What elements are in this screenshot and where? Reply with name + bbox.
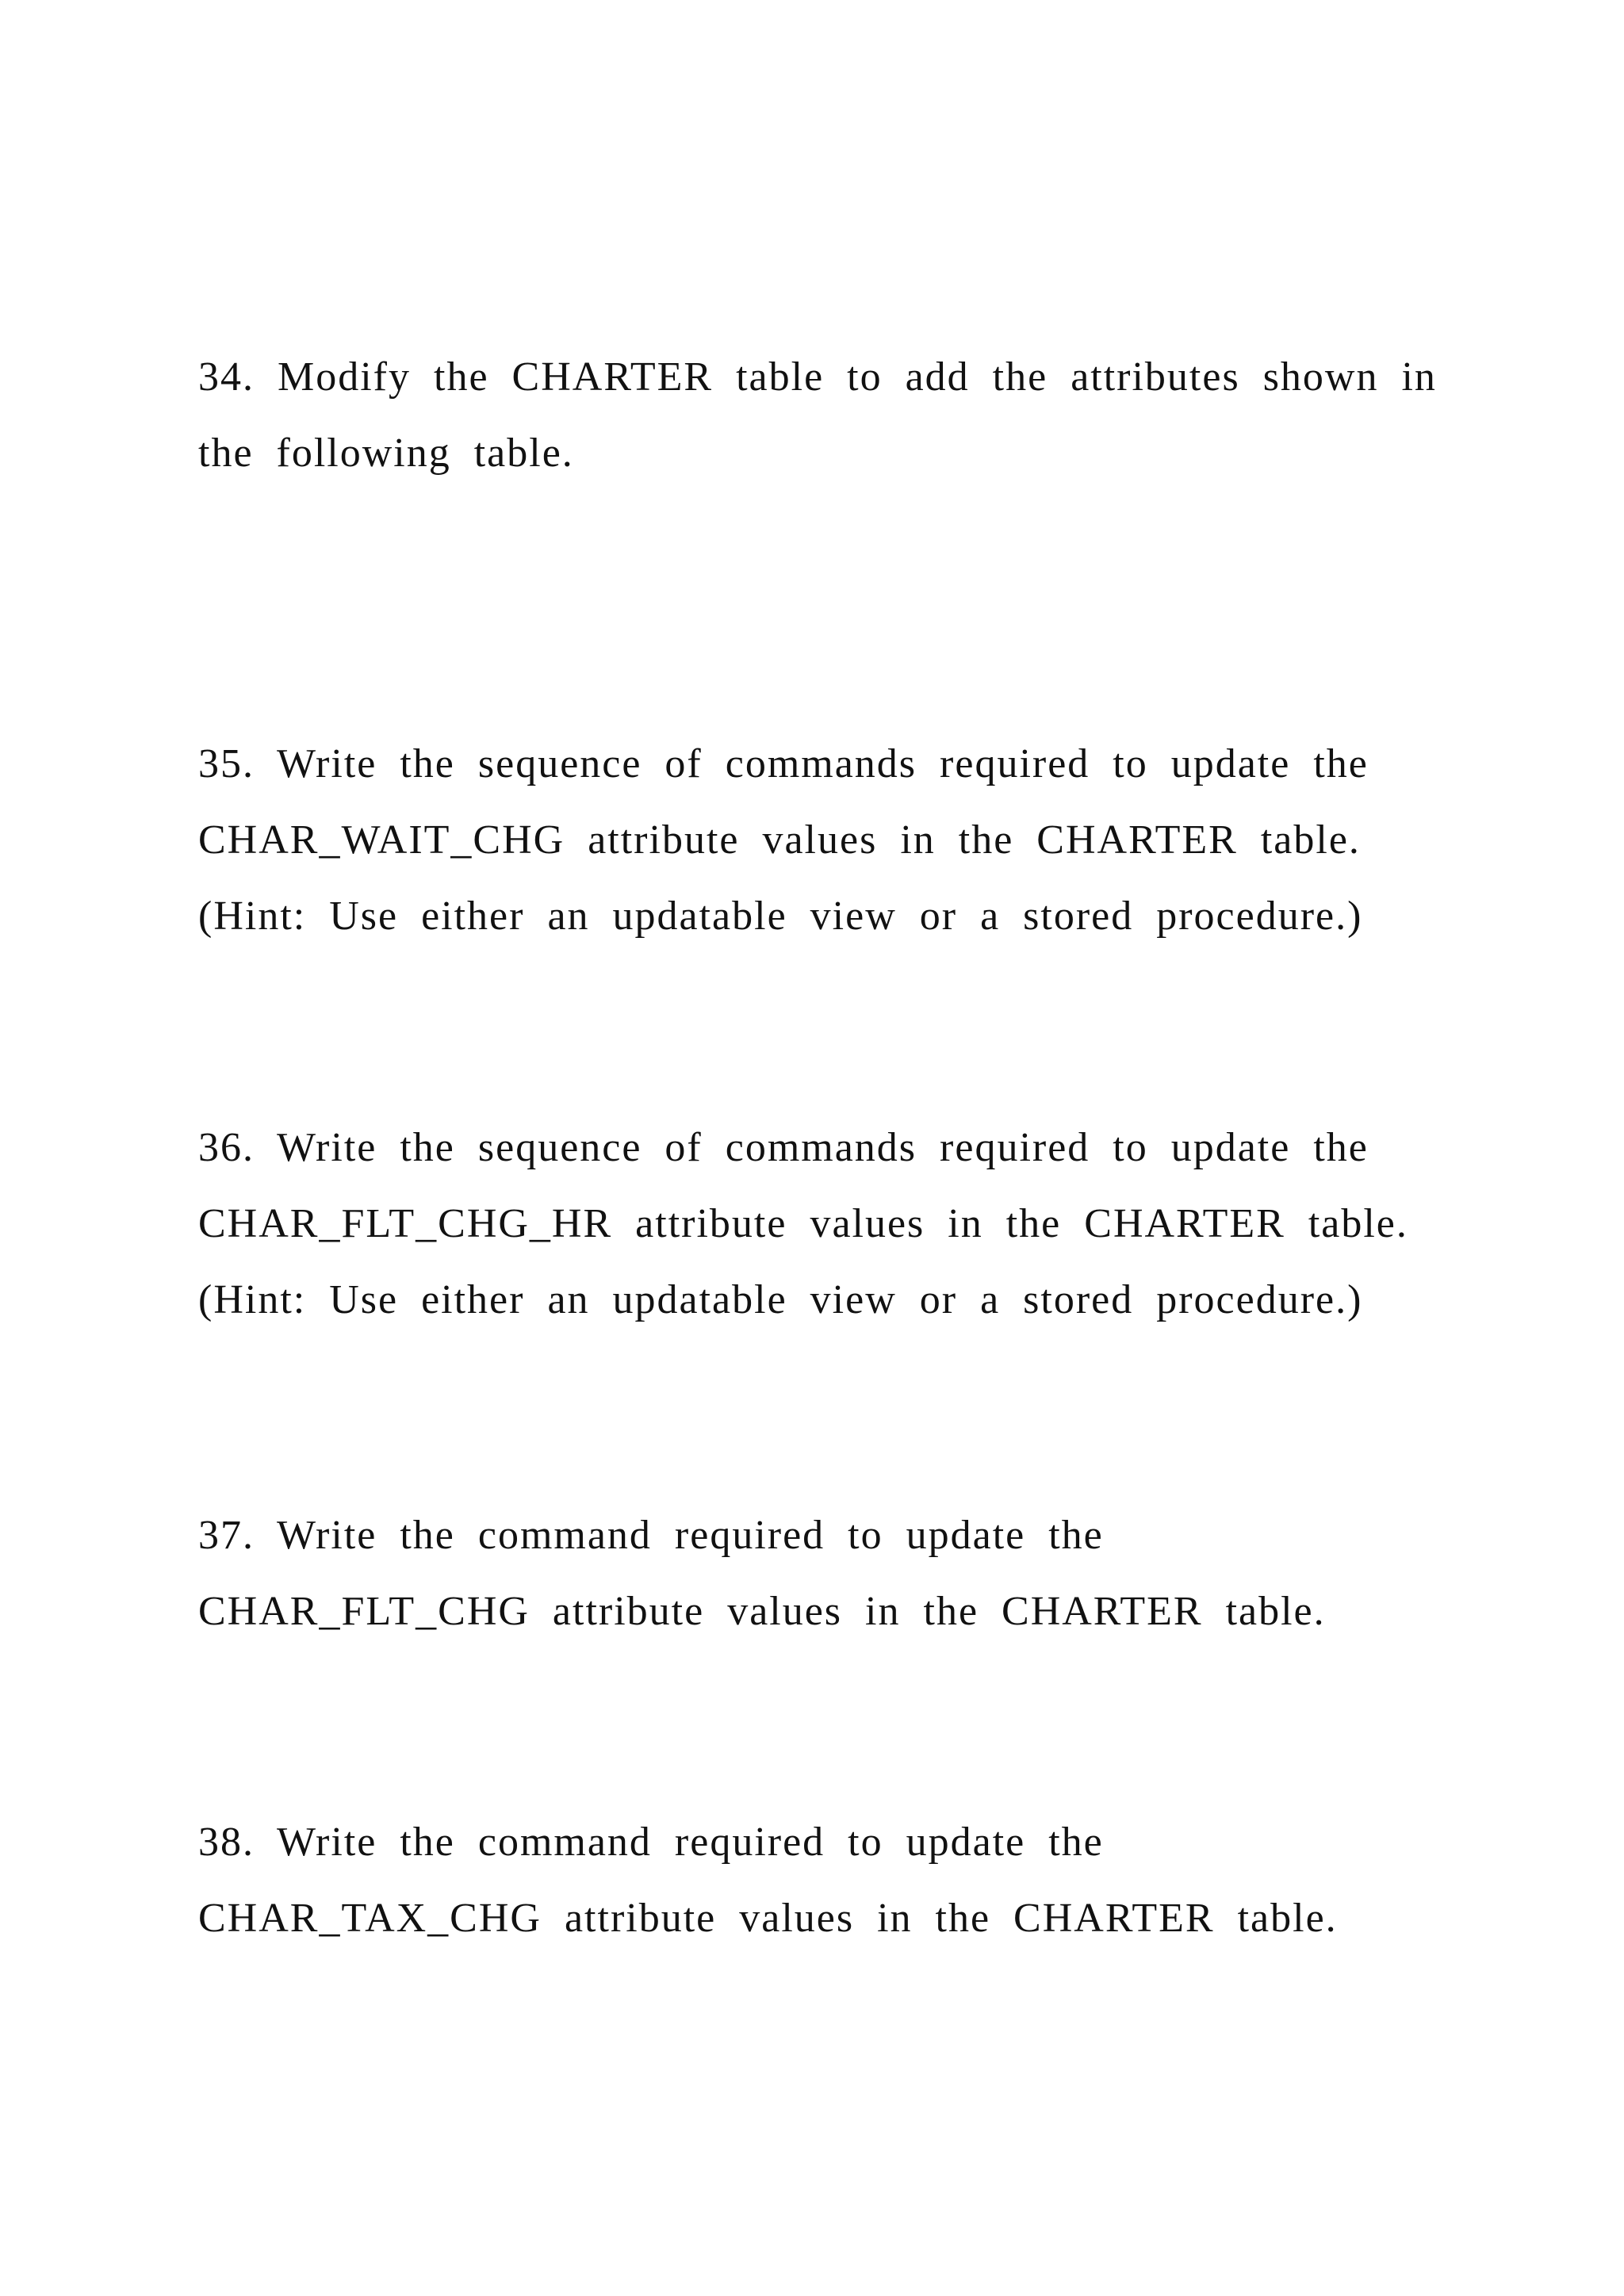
question-36 [198,1110,1546,1338]
question-35-line-2: CHAR_WAIT_CHG attribute values in the CHARTER table. [198,817,1361,863]
question-34-line-1: 34. Modify the CHARTER table to add the attributes shown in [198,354,1437,400]
question-36-line-2: CHAR_FLT_CHG_HR attribute values in the CHARTER table. [198,1201,1408,1246]
question-36-line-1: 36. Write the sequence of commands required to update the [198,1125,1369,1170]
question-38-line-2: CHAR_TAX_CHG attribute values in the CHARTER table. [198,1896,1338,1941]
question-35 [198,726,1546,955]
question-38 [198,1804,1546,1957]
question-35-line-3: (Hint: Use either an updatable view or a stored procedure.) [198,894,1363,939]
question-37 [198,1498,1546,1650]
question-37-line-2: CHAR_FLT_CHG attribute values in the CHARTER table. [198,1589,1326,1634]
question-35-line-1: 35. Write the sequence of commands required to update the [198,741,1369,786]
question-34 [198,339,1546,492]
question-37-line-1: 37. Write the command required to update the [198,1513,1104,1558]
question-34-line-2: the following table. [198,430,574,476]
question-36-line-3: (Hint: Use either an updatable view or a stored procedure.) [198,1277,1363,1322]
question-38-line-1: 38. Write the command required to update the [198,1820,1104,1865]
